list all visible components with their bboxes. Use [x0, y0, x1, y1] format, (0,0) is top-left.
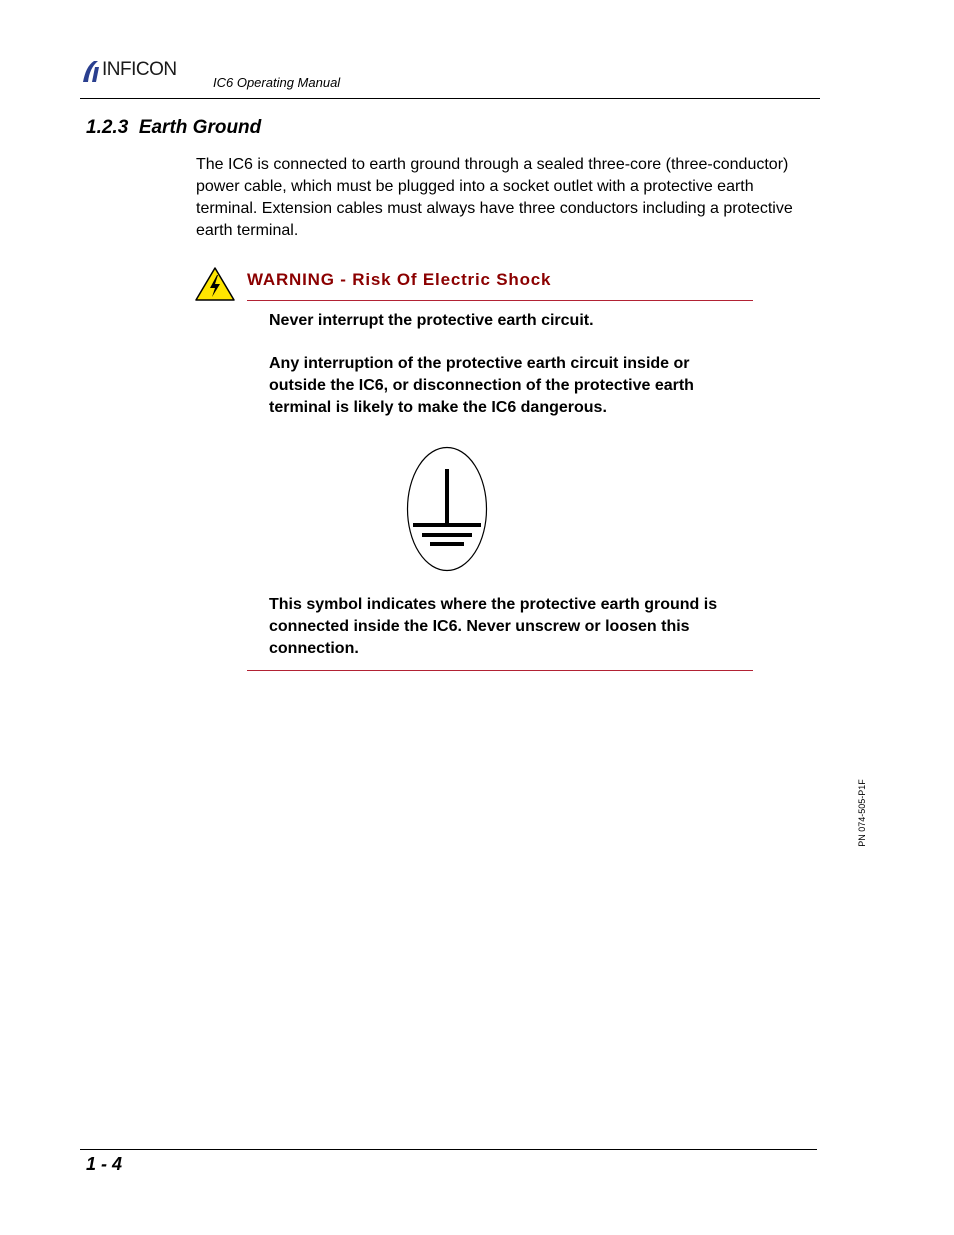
warning-title: WARNING - Risk Of Electric Shock — [247, 270, 552, 289]
warning-paragraph-3: This symbol indicates where the protective earth ground is connected inside the IC6. Never unscrew or loosen this connection. — [269, 596, 718, 657]
page-number: 1 - 4 — [86, 1154, 123, 1174]
intro-paragraph: The IC6 is connected to earth ground through a sealed three-core (three-conductor) power cable, which must be plugged into a socket outlet with a protective earth terminal. Extension cables must always have three conductors including a protective earth terminal. — [196, 156, 793, 239]
electric-shock-warning-icon — [194, 266, 236, 302]
header-divider — [80, 98, 820, 99]
logo-text: INFICON — [102, 59, 177, 80]
warning-paragraph-2: Any interruption of the protective earth circuit inside or outside the IC6, or disconnection of the protective earth terminal is likely to make the IC6 dangerous. — [269, 355, 694, 416]
warning-bottom-divider — [247, 670, 753, 671]
warning-paragraph-1: Never interrupt the protective earth circuit. — [269, 312, 594, 329]
warning-top-divider — [247, 300, 753, 301]
protective-earth-ground-icon — [405, 445, 489, 573]
footer-divider — [80, 1149, 817, 1150]
inficon-logo-mark-icon — [80, 58, 102, 84]
inficon-logo — [80, 58, 200, 84]
section-title: 1.2.3 Earth Ground — [86, 117, 262, 138]
part-number: PN 074-505-P1F — [856, 779, 867, 847]
manual-title: IC6 Operating Manual — [213, 75, 341, 90]
